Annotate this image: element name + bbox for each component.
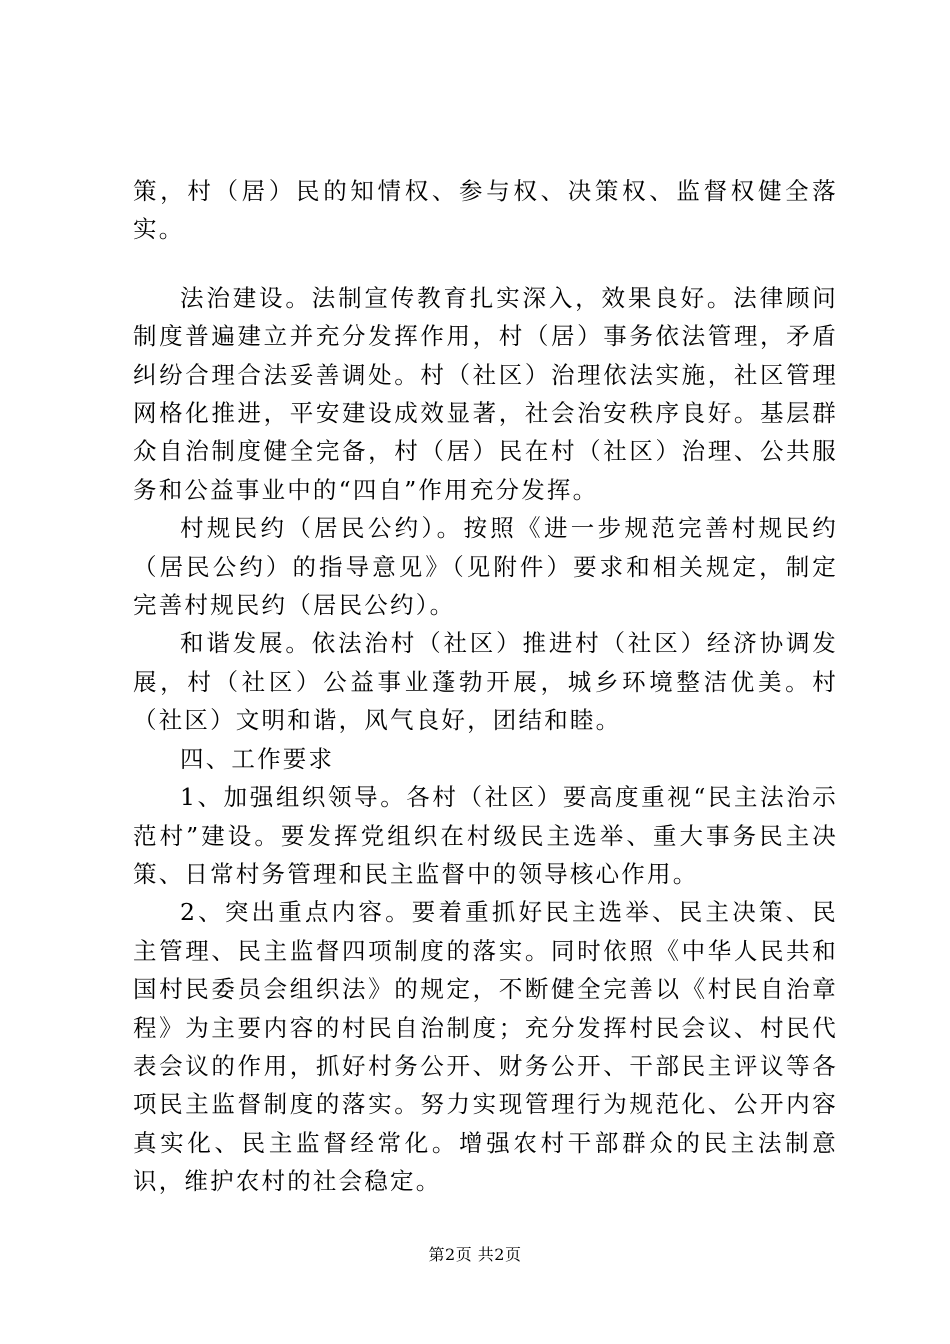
paragraph-rule-of-law: 法治建设。法制宣传教育扎实深入，效果良好。法律顾问制度普遍建立并充分发挥作用，村（居）事务依法管理，矛盾纠纷合理合法妥善调处。村（社区）治理依法实施，社区管理网格化推进，平安建设成效显著，社会治安秩序良好。基层群众自治制度健全完备，村（居）民在村（社区）治理、公共服务和公益事业中的“四自”作用充分发挥。 (133, 283, 838, 504)
page-footer: 第2页 共2页 (428, 1245, 522, 1264)
paragraph-requirement-1: 1、加强组织领导。各村（社区）要高度重视“民主法治示范村”建设。要发挥党组织在村级民主选举、重大事务民主决策、日常村务管理和民主监督中的领导核心作用。 (133, 783, 838, 888)
document-body (133, 172, 838, 1201)
paragraph-village-rules: 村规民约（居民公约）。按照《进一步规范完善村规民约（居民公约）的指导意见》（见附件）要求和相关规定，制定完善村规民约（居民公约）。 (133, 514, 838, 620)
section-heading-work-requirements: 四、工作要求 (180, 744, 335, 773)
paragraph-requirement-2: 2、突出重点内容。要着重抓好民主选举、民主决策、民主管理、民主监督四项制度的落实。同时依照《中华人民共和国村民委员会组织法》的规定，不断健全完善以《村民自治章程》为主要内容的村民自治制度；充分发挥村民会议、村民代表会议的作用，抓好村务公开、财务公开、干部民主评议等各项民主监督制度的落实。努力实现管理行为规范化、公开内容真实化、民主监督经常化。增强农村干部群众的民主法制意识，维护农村的社会稳定。 (133, 898, 838, 1196)
paragraph-continuation: 策，村（居）民的知情权、参与权、决策权、监督权健全落实。 (133, 177, 838, 244)
paragraph-harmonious-development: 和谐发展。依法治村（社区）推进村（社区）经济协调发展，村（社区）公益事业蓬勃开展，城乡环境整洁优美。村（社区）文明和谐，风气良好，团结和睦。 (133, 629, 838, 735)
